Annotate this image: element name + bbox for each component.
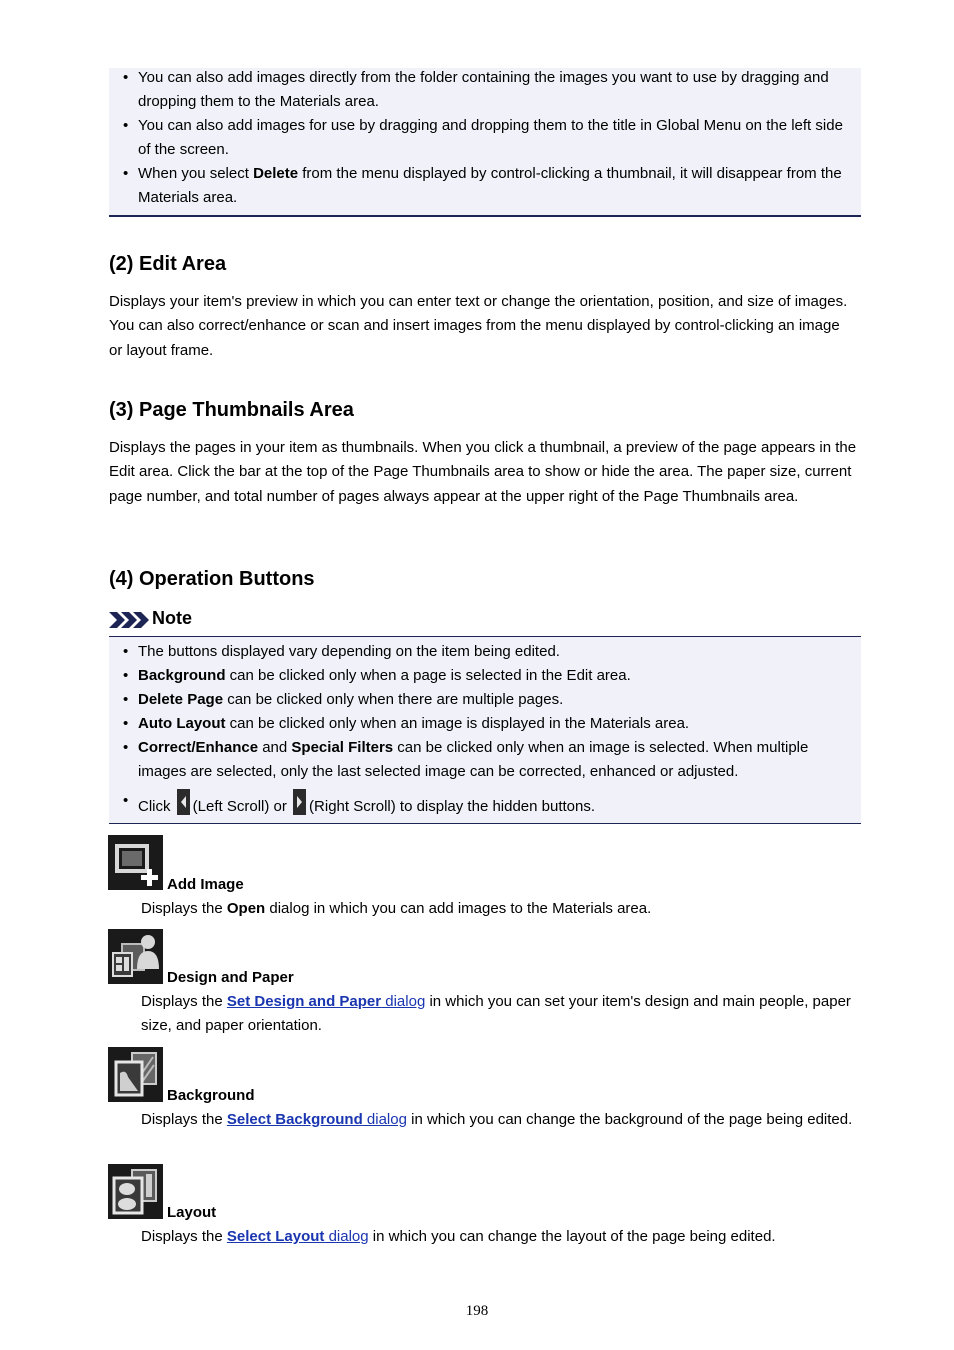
section-heading-edit-area: (2) Edit Area bbox=[109, 253, 227, 275]
note-list bbox=[109, 640, 855, 819]
design-and-paper-title: Design and Paper bbox=[167, 969, 294, 986]
note-label: Note bbox=[152, 608, 192, 628]
list-item: • Click (Left Scroll) or (Right Scroll) to display the hidden buttons. bbox=[109, 789, 855, 819]
select-layout-link[interactable]: Select Layout dialog bbox=[226, 1228, 369, 1245]
add-image-description: Displays the Open dialog in which you can add images to the Materials area. bbox=[141, 900, 652, 917]
note-arrows-icon bbox=[109, 612, 149, 628]
section-heading-operation-buttons: (4) Operation Buttons bbox=[109, 568, 315, 590]
section-body-page-thumbnails: Displays the pages in your item as thumbnails. When you click a thumbnail, a preview of the page appears in the Edit area. Click the bar at the top of the Page Thumbnails area to show or hide the area. The paper size, current page number, and total number of pages always appear at the upper right of the Page Thumbnails area. bbox=[109, 439, 857, 505]
note-box bbox=[109, 636, 861, 824]
select-background-link[interactable]: Select Background dialog bbox=[226, 1111, 407, 1128]
list-item: • The buttons displayed vary depending on the item being edited. bbox=[109, 640, 855, 664]
list-item: • Correct/Enhance and Special Filters can be clicked only when an image is selected. When multiple images are selected, only the last selected image can be corrected, enhanced or adjusted. bbox=[109, 736, 855, 784]
list-item: • When you select Delete from the menu displayed by control-clicking a thumbnail, it will disappear from the Materials area. bbox=[109, 162, 853, 210]
right-scroll-icon bbox=[293, 789, 306, 815]
set-design-and-paper-link[interactable]: Set Design and Paper dialog bbox=[226, 993, 426, 1010]
background-description: Displays the Select Background dialog in which you can change the background of the page being edited. bbox=[141, 1111, 853, 1128]
layout-description: Displays the Select Layout dialog in which you can change the layout of the page being edited. bbox=[141, 1228, 776, 1245]
page-number: 198 bbox=[465, 1303, 489, 1319]
list-item: • Auto Layout can be clicked only when an image is displayed in the Materials area. bbox=[109, 712, 855, 736]
list-item: • You can also add images directly from the folder containing the images you want to use by dragging and dropping them to the Materials area. bbox=[109, 66, 853, 114]
list-item: • Delete Page can be clicked only when there are multiple pages. bbox=[109, 688, 855, 712]
section-body-edit-area: Displays your item's preview in which you can enter text or change the orientation, position, and size of images. You can also correct/enhance or scan and insert images from the menu displayed by control-clicking an image or layout frame. bbox=[109, 293, 848, 359]
background-title: Background bbox=[167, 1087, 255, 1104]
design-and-paper-icon bbox=[108, 929, 163, 984]
layout-icon bbox=[108, 1164, 163, 1219]
background-icon bbox=[108, 1047, 163, 1102]
add-image-icon bbox=[108, 835, 163, 890]
list-item: • You can also add images for use by dragging and dropping them to the title in Global Menu on the left side of the screen. bbox=[109, 114, 853, 162]
design-and-paper-description: Displays the Set Design and Paper dialog in which you can set your item's design and main people, paper size, and paper orientation. bbox=[141, 993, 851, 1034]
tips-list bbox=[109, 66, 853, 210]
tips-box bbox=[109, 68, 861, 217]
list-item: • Background can be clicked only when a page is selected in the Edit area. bbox=[109, 664, 855, 688]
left-scroll-icon bbox=[177, 789, 190, 815]
section-heading-page-thumbnails: (3) Page Thumbnails Area bbox=[109, 399, 354, 421]
layout-title: Layout bbox=[167, 1204, 217, 1221]
add-image-title: Add Image bbox=[167, 876, 244, 893]
